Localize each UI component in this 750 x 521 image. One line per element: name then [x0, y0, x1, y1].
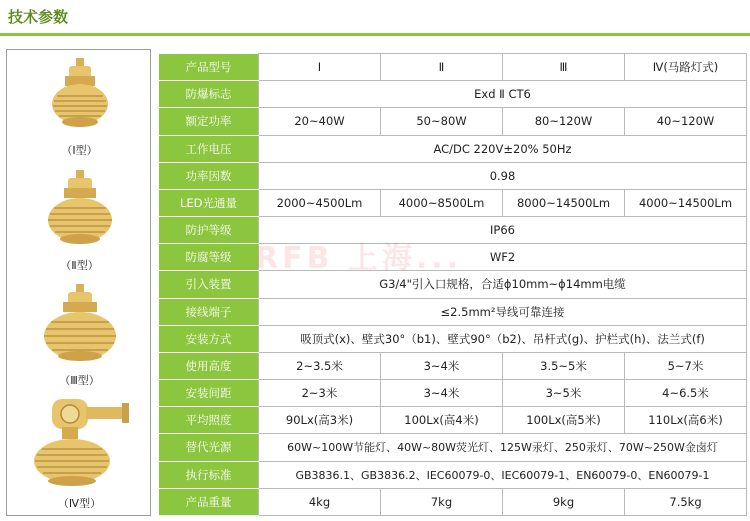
lamp-type-1-caption: （Ⅰ型） — [61, 144, 98, 157]
table-cell: 2000~4500Lm — [259, 189, 381, 216]
table-cell: Ⅱ — [381, 54, 503, 81]
table-row — [159, 162, 747, 189]
table-cell: 吸顶式(x)、壁式30°（b1)、壁式90°（b2)、吊杆式(g)、护栏式(h)、法兰式(f) — [259, 325, 747, 352]
table-row — [159, 135, 747, 162]
table-cell: G3/4"引入口规格，合适ϕ10mm~ϕ14mm电缆 — [259, 271, 747, 298]
watermark: RFB 上海... — [255, 241, 463, 276]
row-label: 使用高度 — [159, 352, 259, 379]
lamp-type-3-image — [39, 282, 121, 368]
table-cell: IP66 — [259, 217, 747, 244]
lamp-type-3 — [7, 282, 152, 368]
table-row — [159, 434, 747, 461]
lamp-type-2-caption: （Ⅱ型） — [60, 259, 99, 272]
table-row — [159, 298, 747, 325]
table-row — [159, 407, 747, 434]
table-row — [159, 189, 747, 216]
table-cell: AC/DC 220V±20% 50Hz — [259, 135, 747, 162]
table-cell: 4000~14500Lm — [625, 189, 747, 216]
lamp-type-4-caption: （Ⅳ型） — [57, 497, 102, 510]
row-label: 产品型号 — [159, 54, 259, 81]
lamp-type-4 — [7, 395, 152, 490]
lamp-type-3-caption: （Ⅲ型） — [59, 374, 100, 387]
table-cell: 100Lx(高5米) — [503, 407, 625, 434]
row-label: 替代光源 — [159, 434, 259, 461]
row-label: LED光通量 — [159, 189, 259, 216]
title-divider — [0, 33, 750, 36]
table-cell: 3.5~5米 — [503, 352, 625, 379]
table-cell: Ⅳ(马路灯式) — [625, 54, 747, 81]
table-cell: 80~120W — [503, 108, 625, 135]
row-label: 防腐等级 — [159, 244, 259, 271]
row-label: 执行标准 — [159, 461, 259, 488]
table-cell: 2~3米 — [259, 380, 381, 407]
lamp-type-2 — [7, 168, 152, 252]
page-title: 技术参数 — [8, 8, 69, 26]
row-label: 功率因数 — [159, 162, 259, 189]
table-row — [159, 488, 747, 515]
table-cell: WF2 — [259, 244, 747, 271]
table-cell: 8000~14500Lm — [503, 189, 625, 216]
table-row — [159, 271, 747, 298]
row-label: 安装方式 — [159, 325, 259, 352]
lamp-type-2-image — [42, 168, 118, 252]
table-cell: Ⅰ — [259, 54, 381, 81]
table-cell: GB3836.1、GB3836.2、IEC60079-0、IEC60079-1、EN60079-0、EN60079-1 — [259, 461, 747, 488]
row-label: 防爆标志 — [159, 81, 259, 108]
table-row — [159, 461, 747, 488]
row-label: 安装间距 — [159, 380, 259, 407]
row-label: 平均照度 — [159, 407, 259, 434]
product-images-panel — [6, 49, 151, 516]
table-cell: Ⅲ — [503, 54, 625, 81]
table-cell: Exd Ⅱ CT6 — [259, 81, 747, 108]
table-row — [159, 380, 747, 407]
table-cell: 3~4米 — [381, 352, 503, 379]
table-row — [159, 325, 747, 352]
table-cell: 9kg — [503, 488, 625, 515]
table-row — [159, 244, 747, 271]
spec-table — [158, 53, 747, 516]
table-cell: 40~120W — [625, 108, 747, 135]
table-cell: 4000~8500Lm — [381, 189, 503, 216]
table-cell: 3~5米 — [503, 380, 625, 407]
table-cell: 20~40W — [259, 108, 381, 135]
table-cell: 4~6.5米 — [625, 380, 747, 407]
table-row — [159, 54, 747, 81]
row-label: 额定功率 — [159, 108, 259, 135]
row-label: 产品重量 — [159, 488, 259, 515]
table-cell: 3~4米 — [381, 380, 503, 407]
table-cell: 60W~100W节能灯、40W~80W荧光灯、125W汞灯、250汞灯、70W~250W金卤灯 — [259, 434, 747, 461]
table-row — [159, 81, 747, 108]
table-cell: 7kg — [381, 488, 503, 515]
table-cell: 50~80W — [381, 108, 503, 135]
table-cell: 2~3.5米 — [259, 352, 381, 379]
table-cell: 7.5kg — [625, 488, 747, 515]
table-cell: 90Lx(高3米) — [259, 407, 381, 434]
row-label: 引入装置 — [159, 271, 259, 298]
lamp-type-4-image — [30, 395, 130, 490]
table-cell: 5~7米 — [625, 352, 747, 379]
table-row — [159, 108, 747, 135]
table-cell: 4kg — [259, 488, 381, 515]
table-cell: 0.98 — [259, 162, 747, 189]
row-label: 接线端子 — [159, 298, 259, 325]
table-cell: 110Lx(高6米) — [625, 407, 747, 434]
lamp-type-1-image — [45, 56, 115, 136]
table-row — [159, 217, 747, 244]
table-cell: ≤2.5mm²导线可靠连接 — [259, 298, 747, 325]
table-row — [159, 352, 747, 379]
row-label: 防护等级 — [159, 217, 259, 244]
table-cell: 100Lx(高4米) — [381, 407, 503, 434]
row-label: 工作电压 — [159, 135, 259, 162]
lamp-type-1 — [7, 56, 152, 136]
